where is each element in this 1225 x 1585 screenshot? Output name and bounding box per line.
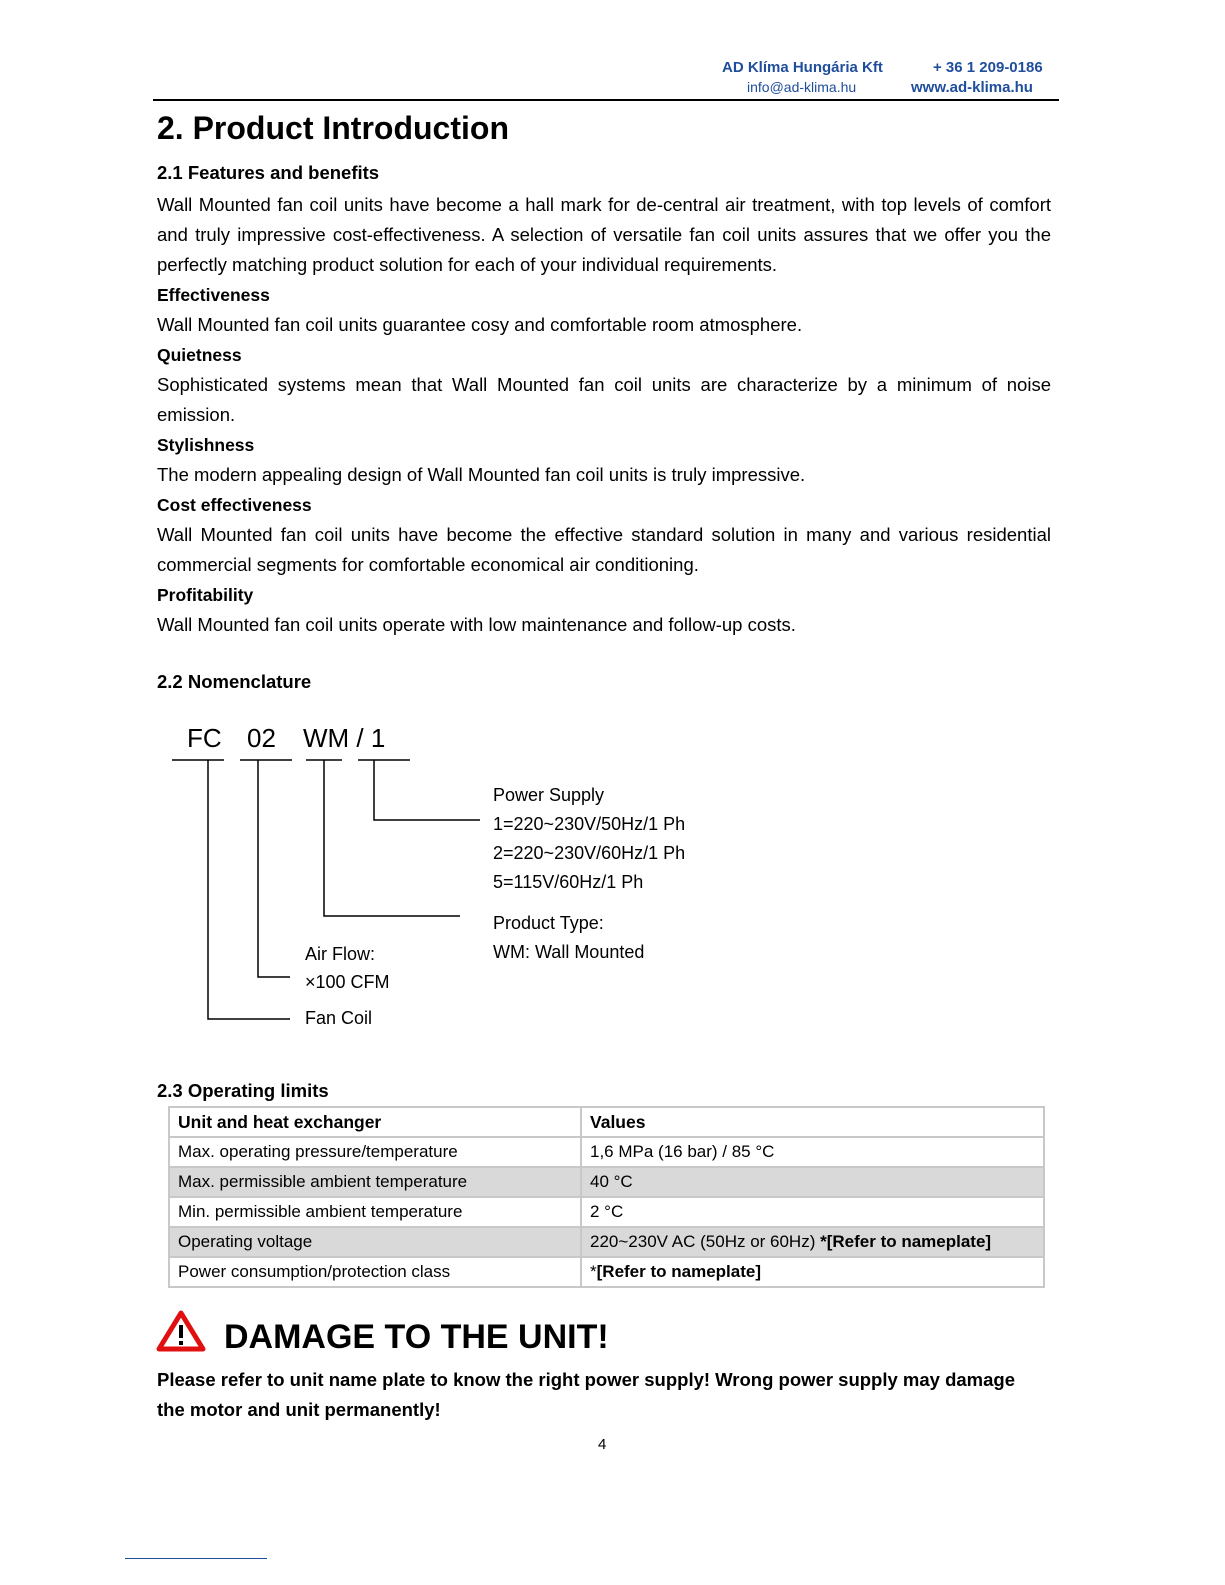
page-title: 2. Product Introduction	[157, 110, 509, 146]
warning-text: Please refer to unit name plate to know the right power supply! Wrong power supply may damage the motor and unit permanently!	[157, 1369, 1016, 1420]
air-flow-label: Air Flow:	[305, 944, 376, 964]
website: www.ad-klima.hu	[911, 79, 1033, 96]
cell: Min. permissible ambient temperature	[169, 1197, 581, 1227]
company-name: AD Klíma Hungária Kft	[722, 59, 883, 76]
cell-value: *	[590, 1262, 597, 1281]
cell	[581, 1137, 1044, 1167]
nameplate-note: [Refer to nameplate]	[596, 1262, 761, 1281]
phone: + 36 1 209-0186	[933, 59, 1043, 76]
product-type-label: Product Type:	[493, 913, 604, 933]
page-number: 4	[598, 1436, 607, 1453]
feature-text: The modern appealing design of Wall Mounted fan coil units is truly impressive.	[157, 464, 806, 485]
table-row	[169, 1167, 1044, 1197]
feature-title: Profitability	[157, 585, 254, 605]
section-heading-features: 2.1 Features and benefits	[157, 162, 380, 183]
fan-coil-label: Fan Coil	[305, 1008, 373, 1028]
section-heading-nomenclature: 2.2 Nomenclature	[157, 671, 312, 692]
operating-limits-table	[168, 1106, 1045, 1288]
code-fc: FC	[187, 723, 222, 753]
footer-rule	[125, 1558, 267, 1559]
table-row	[169, 1257, 1044, 1287]
warning-icon	[156, 1310, 206, 1352]
power-supply-label: Power Supply	[493, 785, 605, 805]
cell: Operating voltage	[169, 1227, 581, 1257]
code-airflow: 02	[247, 723, 276, 753]
cell	[581, 1167, 1044, 1197]
cell-value: 2 °C	[590, 1202, 624, 1221]
feature-text: Wall Mounted fan coil units guarantee cosy and comfortable room atmosphere.	[157, 314, 803, 335]
section-heading-limits: 2.3 Operating limits	[157, 1080, 329, 1101]
power-supply-option: 2=220~230V/60Hz/1 Ph	[493, 843, 686, 863]
cell: Power consumption/protection class	[169, 1257, 581, 1287]
cell-value: 1,6 MPa (16 bar) / 85 °C	[590, 1142, 775, 1161]
cell: Max. operating pressure/temperature	[169, 1137, 581, 1167]
cell	[581, 1227, 1044, 1257]
feature-text: Sophisticated systems mean that Wall Mounted fan coil units are characterize by a minimum of noise emission.	[157, 374, 1051, 425]
header-cell: Values	[581, 1107, 1044, 1137]
table-row	[169, 1197, 1044, 1227]
feature-title: Cost effectiveness	[157, 495, 312, 515]
feature-title: Effectiveness	[157, 285, 270, 305]
nameplate-note: *[Refer to nameplate]	[820, 1232, 992, 1251]
cell-value: 220~230V AC (50Hz or 60Hz)	[590, 1232, 821, 1251]
power-supply-option: 5=115V/60Hz/1 Ph	[493, 872, 644, 892]
feature-title: Stylishness	[157, 435, 255, 455]
feature-text: Wall Mounted fan coil units operate with low maintenance and follow-up costs.	[157, 614, 796, 635]
cell-value: 40 °C	[590, 1172, 633, 1191]
table-row	[169, 1227, 1044, 1257]
power-supply-option: 1=220~230V/50Hz/1 Ph	[493, 814, 686, 834]
email-link[interactable]: info@ad-klima.hu	[747, 79, 857, 95]
table-header-row	[169, 1107, 1044, 1137]
code-type-supply: WM / 1	[303, 723, 386, 753]
product-type-value: WM: Wall Mounted	[493, 942, 645, 962]
air-flow-value: ×100 CFM	[305, 972, 390, 992]
table-row	[169, 1137, 1044, 1167]
warning-title: DAMAGE TO THE UNIT!	[224, 1318, 609, 1356]
header-cell: Unit and heat exchanger	[169, 1107, 581, 1137]
feature-title: Quietness	[157, 345, 242, 365]
cell	[581, 1197, 1044, 1227]
feature-text: Wall Mounted fan coil units have become the effective standard solution in many and various residential commercial segments for comfortable economical air conditioning.	[157, 524, 1051, 575]
cell	[581, 1257, 1044, 1287]
cell: Max. permissible ambient temperature	[169, 1167, 581, 1197]
intro-paragraph: Wall Mounted fan coil units have become a hall mark for de-central air treatment, with top levels of comfort and truly impressive cost-effectiveness. A selection of versatile fan coil units assures that we offer you the perfectly matching product solution for each of your individual requirements.	[157, 194, 1051, 275]
